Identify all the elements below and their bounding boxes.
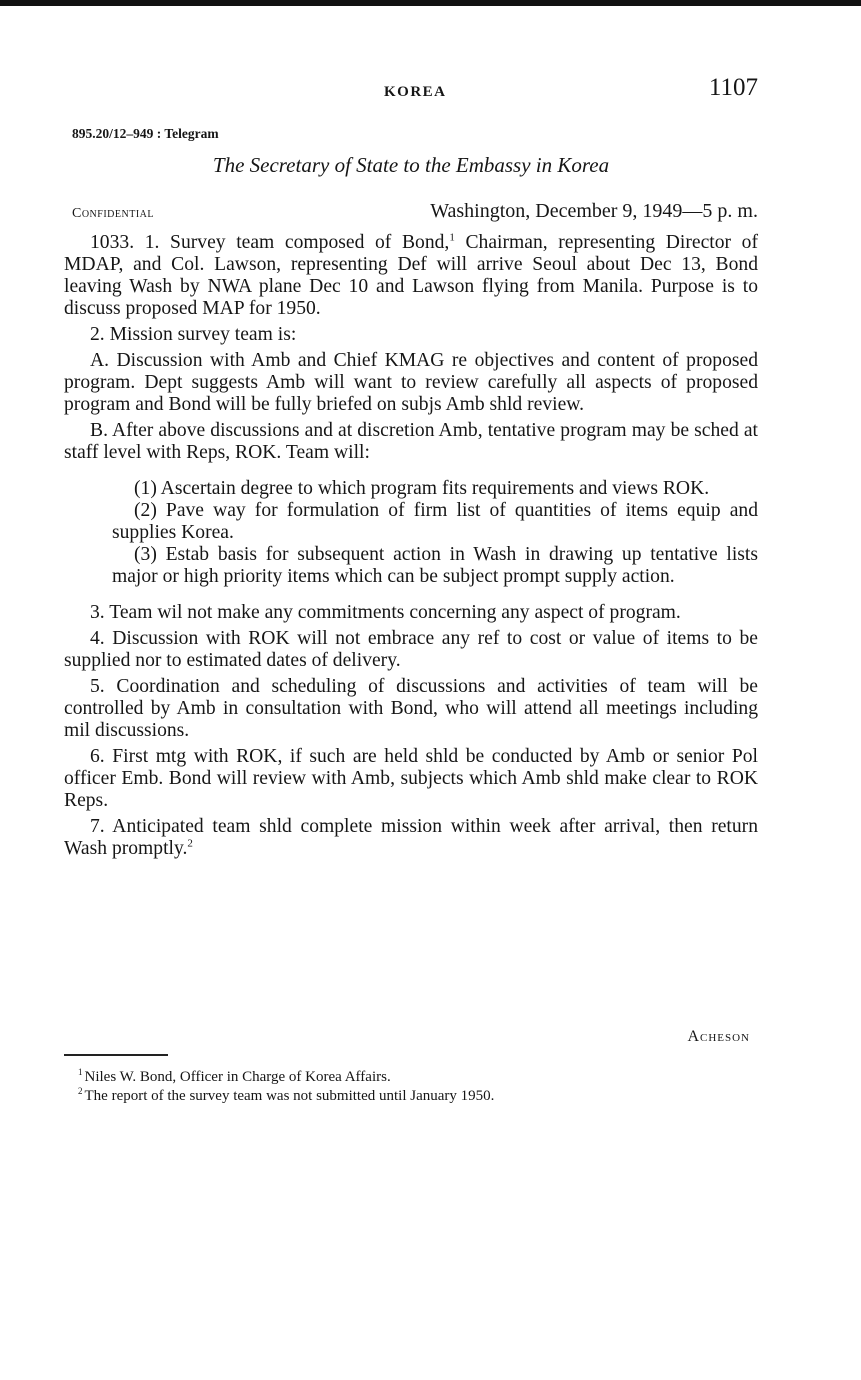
telegram-body bbox=[64, 232, 758, 864]
team-tasks-list bbox=[112, 478, 758, 588]
footnote-2-text: The report of the survey team was not submitted until January 1950. bbox=[84, 1088, 495, 1104]
file-reference: 895.20/12–949 : Telegram bbox=[72, 126, 219, 141]
paragraph-7 bbox=[64, 816, 758, 860]
footnote-1-text: Niles W. Bond, Officer in Charge of Korea Affairs. bbox=[84, 1069, 391, 1085]
page-number: 1107 bbox=[708, 74, 758, 101]
paragraph-3: 3. Team wil not make any commitments concerning any aspect of program. bbox=[90, 602, 681, 623]
paragraph-1 bbox=[64, 232, 758, 320]
footnote-2-mark: 2 bbox=[78, 1086, 83, 1096]
paragraph-4: 4. Discussion with ROK will not embrace any ref to cost or value of items to be supplied nor to estimated dates of delivery. bbox=[64, 628, 758, 671]
paragraph-a: A. Discussion with Amb and Chief KMAG re objectives and content of proposed program. Dept suggests Amb will want to review carefully all aspects of proposed program and Bond will be fully briefed on subjs Amb shld review. bbox=[64, 350, 758, 415]
page-top-edge bbox=[0, 0, 861, 6]
paragraph-7-text: 7. Anticipated team shld complete mission within week after arrival, then return Wash promptly. bbox=[64, 816, 758, 859]
classification-label: Confidential bbox=[72, 206, 154, 221]
dateline: Washington, December 9, 1949—5 p. m. bbox=[430, 200, 758, 222]
paragraph-1-rest: Chairman, representing Director of MDAP, and Col. Lawson, representing Def will arrive Seoul about Dec 13, Bond leaving Wash by NWA plane Dec 10 and Lawson flying from Manila. Purpose is to discuss proposed MAP for 1950. bbox=[64, 232, 759, 319]
signature: Acheson bbox=[687, 1028, 750, 1045]
paragraph-2: 2. Mission survey team is: bbox=[90, 324, 297, 345]
paragraph-5: 5. Coordination and scheduling of discussions and activities of team will be controlled by Amb in consultation with Bond, who will attend all meetings including mil discussions. bbox=[64, 676, 758, 741]
footnote-ref-2: 2 bbox=[187, 837, 193, 850]
task-item-3: (3) Estab basis for subsequent action in Wash in drawing up tentative lists major or high priority items which can be subject prompt supply action. bbox=[112, 544, 758, 587]
task-item-2: (2) Pave way for formulation of firm list of quantities of items equip and supplies Korea. bbox=[112, 500, 758, 543]
footnote-1-mark: 1 bbox=[78, 1067, 83, 1077]
footnote-2 bbox=[78, 1087, 758, 1106]
footnote-divider bbox=[64, 1054, 168, 1056]
task-item-1: (1) Ascertain degree to which program fits requirements and views ROK. bbox=[134, 478, 710, 499]
footnotes bbox=[78, 1068, 758, 1106]
paragraph-1-start: 1033. 1. Survey team composed of Bond, bbox=[90, 232, 450, 253]
paragraph-6: 6. First mtg with ROK, if such are held shld be conducted by Amb or senior Pol officer Emb. Bond will review with Amb, subjects which Amb shld make clear to ROK Reps. bbox=[64, 746, 758, 811]
running-header: KOREA bbox=[384, 84, 447, 100]
footnote-ref-1: 1 bbox=[449, 231, 455, 244]
footnote-1 bbox=[78, 1068, 758, 1087]
paragraph-b: B. After above discussions and at discretion Amb, tentative program may be sched at staff level with Reps, ROK. Team will: bbox=[64, 420, 758, 463]
document-title: The Secretary of State to the Embassy in Korea bbox=[212, 153, 610, 177]
